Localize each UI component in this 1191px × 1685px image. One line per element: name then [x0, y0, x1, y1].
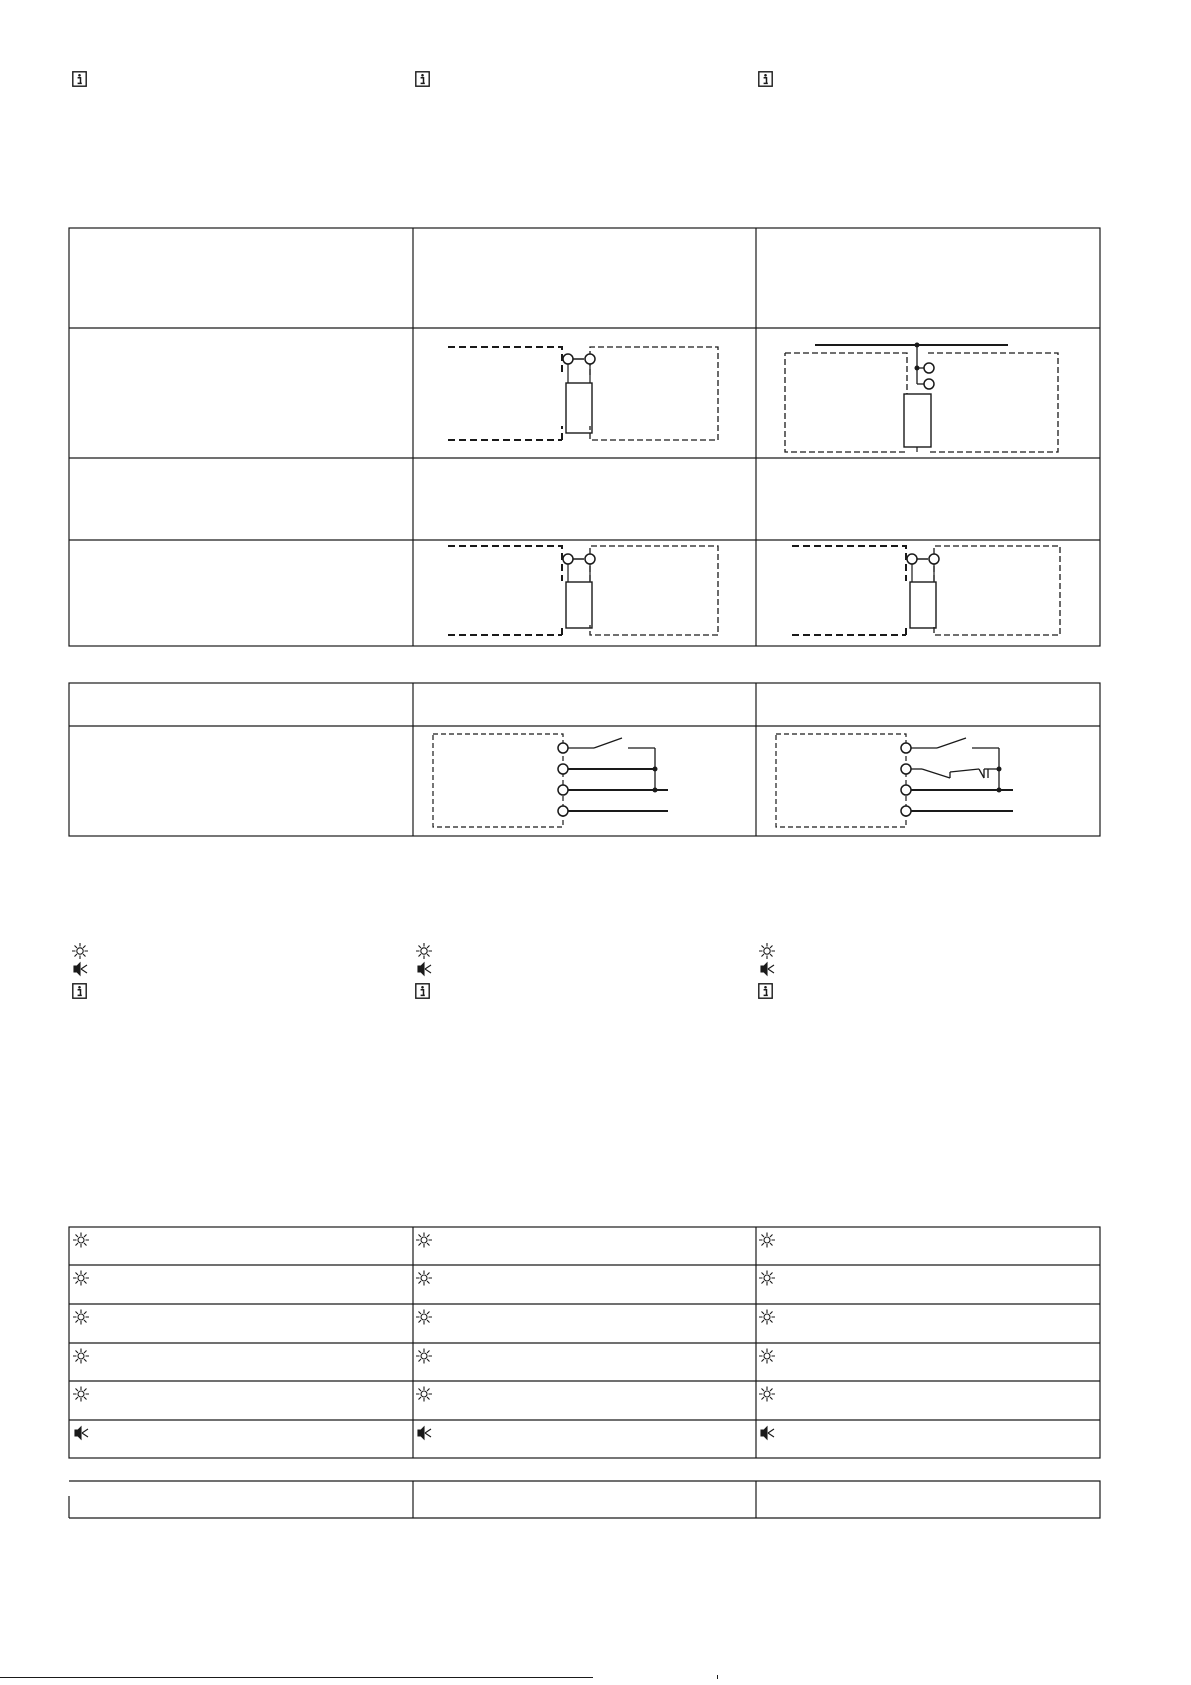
light-icon [415, 1386, 433, 1402]
light-icon [759, 943, 775, 959]
light-icon [415, 1270, 433, 1286]
contact-diagram [448, 347, 718, 440]
light-icon [415, 1309, 433, 1325]
info-icon [758, 983, 773, 999]
light-icon [758, 1386, 776, 1402]
table-frame [69, 1481, 1100, 1518]
light-icon [758, 1232, 776, 1248]
light-icon [72, 943, 88, 959]
table-frame [69, 683, 1100, 836]
sound-icon [72, 1425, 90, 1441]
sound-icon [761, 963, 774, 975]
legend-symbols [0, 940, 1191, 1010]
sound-icon [418, 963, 431, 975]
terminal-diagram [433, 734, 668, 827]
light-icon [72, 1309, 90, 1325]
light-icon [416, 943, 432, 959]
contact-diagram [792, 546, 1060, 635]
light-icon [72, 1232, 90, 1248]
light-icon [758, 1348, 776, 1364]
light-icon [415, 1232, 433, 1248]
terminal-diagram [776, 734, 1013, 827]
table-frame [69, 228, 1100, 646]
light-icon [72, 1348, 90, 1364]
sound-icon [758, 1425, 776, 1441]
light-icon [758, 1309, 776, 1325]
footer-rule [0, 1677, 593, 1678]
light-icon [72, 1386, 90, 1402]
light-icon [72, 1270, 90, 1286]
contact-diagram [448, 546, 718, 635]
footer-mark [717, 1675, 718, 1679]
light-icon [415, 1348, 433, 1364]
sound-icon [74, 963, 87, 975]
contact-diagram [785, 343, 1058, 453]
table-frame [69, 1227, 1100, 1458]
sound-icon [415, 1425, 433, 1441]
info-icon [415, 983, 430, 999]
info-icon [72, 983, 87, 999]
light-icon [758, 1270, 776, 1286]
